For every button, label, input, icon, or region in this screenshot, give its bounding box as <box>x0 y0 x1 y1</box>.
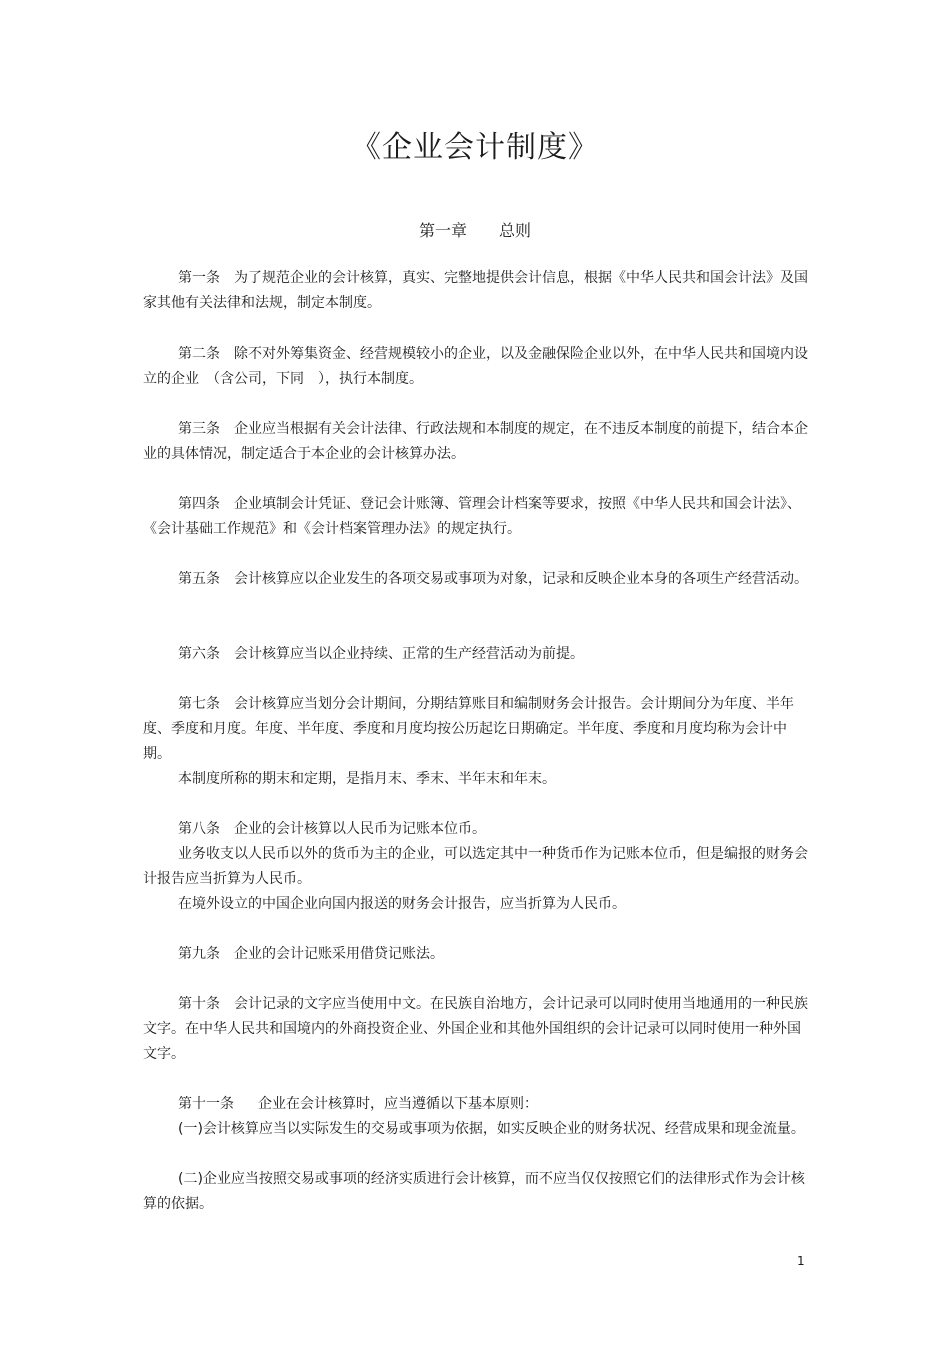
article-11-principle-2: (二)企业应当按照交易或事项的经济实质进行会计核算，而不应当仅仅按照它们的法律形式作为会计核算的依据。 <box>143 1171 805 1212</box>
article-11-principle-1: (一)会计核算应当以实际发生的交易或事项为依据，如实反映企业的财务状况、经营成果和现金流量。 <box>178 1121 805 1137</box>
chapter-number: 第一章 <box>418 221 467 240</box>
article-4: 第四条 企业填制会计凭证、登记会计账簿、管理会计档案等要求，按照《中华人民共和国会计法》、《会计基础工作规范》和《会计档案管理办法》的规定执行。 <box>143 496 801 537</box>
article-6: 第六条 会计核算应当以企业持续、正常的生产经营活动为前提。 <box>178 646 584 662</box>
article-8: 第八条 企业的会计核算以人民币为记账本位币。 <box>178 821 486 837</box>
article-10: 第十条 会计记录的文字应当使用中文。在民族自治地方，会计记录可以同时使用当地通用的一种民族文字。在中华人民共和国境内的外商投资企业、外国企业和其他外国组织的会计记录可以同时使用一种外国文字。 <box>143 996 808 1062</box>
page-number: 1 <box>797 1254 805 1268</box>
article-8-paragraph-2: 业务收支以人民币以外的货币为主的企业，可以选定其中一种货币作为记账本位币，但是编报的财务会计报告应当折算为人民币。 <box>143 846 808 887</box>
chapter-heading <box>0 218 950 241</box>
article-7-paragraph-2: 本制度所称的期末和定期，是指月末、季末、半年末和年末。 <box>178 771 556 787</box>
document-title: 《企业会计制度》 <box>351 130 599 165</box>
article-5: 第五条 会计核算应以企业发生的各项交易或事项为对象，记录和反映企业本身的各项生产经营活动。 <box>178 571 808 587</box>
article-8-paragraph-3: 在境外设立的中国企业向国内报送的财务会计报告，应当折算为人民币。 <box>178 896 626 912</box>
article-3: 第三条 企业应当根据有关会计法律、行政法规和本制度的规定，在不违反本制度的前提下，结合本企业的具体情况，制定适合于本企业的会计核算办法。 <box>143 421 808 462</box>
article-9: 第九条 企业的会计记账采用借贷记账法。 <box>178 946 444 962</box>
article-1: 第一条 为了规范企业的会计核算，真实、完整地提供会计信息，根据《中华人民共和国会计法》及国家其他有关法律和法规，制定本制度。 <box>143 270 808 311</box>
chapter-name: 总则 <box>499 221 532 240</box>
article-2: 第二条 除不对外筹集资金、经营规模较小的企业，以及金融保险企业以外，在中华人民共和国境内设立的企业 （含公司，下同 ），执行本制度。 <box>143 346 808 387</box>
article-7: 第七条 会计核算应当划分会计期间，分期结算账目和编制财务会计报告。会计期间分为年度、半年度、季度和月度。年度、半年度、季度和月度均按公历起讫日期确定。半年度、季度和月度均称为会计中期。 <box>143 696 794 762</box>
article-11: 第十一条 企业在会计核算时，应当遵循以下基本原则： <box>178 1096 538 1112</box>
